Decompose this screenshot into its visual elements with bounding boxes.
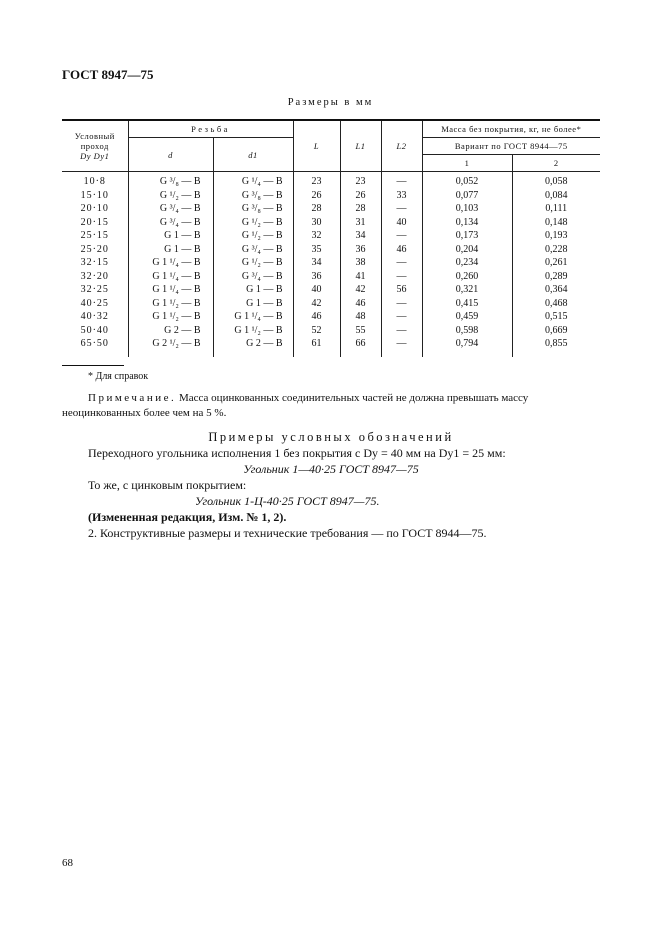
table-row — [62, 337, 600, 357]
cell-thread-d: G 1 ¹/₂ — B — [128, 297, 213, 311]
cell-mass-v2: 0,855 — [512, 337, 600, 357]
table-row — [62, 216, 600, 230]
cell-thread-d: G 1 — B — [128, 243, 213, 257]
cell-mass-v2: 0,468 — [512, 297, 600, 311]
cell-mass-v2: 0,364 — [512, 283, 600, 297]
clause-2: 2. Конструктивные размеры и технические требования — по ГОСТ 8944—75. — [88, 525, 487, 540]
cell-thread-d: G 2 — B — [128, 324, 213, 338]
cell-mass-v2: 0,228 — [512, 243, 600, 257]
example-1-code: Угольник 1—40·25 ГОСТ 8947—75 — [243, 461, 419, 476]
page-number: 68 — [62, 857, 73, 869]
table-row — [62, 324, 600, 338]
cell-thread-d1: G ¹/₂ — B — [213, 229, 293, 243]
document-body — [62, 119, 600, 541]
cell-mass-v1: 0,459 — [422, 310, 512, 324]
header-L: L — [293, 120, 340, 172]
cell-L1: 26 — [340, 189, 381, 203]
cell-bore: 32·15 — [62, 256, 128, 270]
cell-L: 36 — [293, 270, 340, 284]
cell-mass-v2: 0,058 — [512, 172, 600, 189]
cell-mass-v2: 0,515 — [512, 310, 600, 324]
cell-L1: 42 — [340, 283, 381, 297]
cell-thread-d: G 1 ¹/₄ — B — [128, 283, 213, 297]
example-2-text: То же, с цинковым покрытием: — [88, 477, 247, 492]
header-d: d — [128, 138, 213, 172]
cell-thread-d1: G ³/₈ — B — [213, 202, 293, 216]
cell-thread-d1: G 1 ¹/₂ — B — [213, 324, 293, 338]
cell-mass-v1: 0,415 — [422, 297, 512, 311]
cell-L2: — — [381, 297, 422, 311]
cell-L: 23 — [293, 172, 340, 189]
cell-L1: 28 — [340, 202, 381, 216]
cell-L: 28 — [293, 202, 340, 216]
cell-bore: 15·10 — [62, 189, 128, 203]
header-variant-1: 1 — [422, 155, 512, 172]
cell-thread-d: G ³/₄ — B — [128, 216, 213, 230]
cell-mass-v1: 0,077 — [422, 189, 512, 203]
header-thread: Резьба — [128, 120, 293, 138]
cell-thread-d: G 2 ¹/₂ — B — [128, 337, 213, 357]
cell-L2: 56 — [381, 283, 422, 297]
cell-bore: 32·25 — [62, 283, 128, 297]
cell-mass-v1: 0,260 — [422, 270, 512, 284]
header-mass: Масса без покрытия, кг, не более* — [422, 120, 600, 138]
cell-thread-d: G 1 ¹/₄ — B — [128, 256, 213, 270]
cell-mass-v1: 0,234 — [422, 256, 512, 270]
dimensions-table — [62, 119, 600, 357]
cell-mass-v1: 0,321 — [422, 283, 512, 297]
cell-bore: 40·25 — [62, 297, 128, 311]
header-L2: L2 — [381, 120, 422, 172]
cell-mass-v1: 0,134 — [422, 216, 512, 230]
cell-L2: — — [381, 202, 422, 216]
header-variant: Вариант по ГОСТ 8944—75 — [422, 138, 600, 155]
cell-L: 34 — [293, 256, 340, 270]
cell-L: 35 — [293, 243, 340, 257]
cell-L2: 46 — [381, 243, 422, 257]
cell-mass-v1: 0,052 — [422, 172, 512, 189]
header-L1: L1 — [340, 120, 381, 172]
cell-L1: 48 — [340, 310, 381, 324]
footnote: * Для справок — [88, 370, 149, 382]
table-row — [62, 256, 600, 270]
cell-thread-d1: G ¹/₂ — B — [213, 256, 293, 270]
cell-L1: 31 — [340, 216, 381, 230]
cell-L1: 55 — [340, 324, 381, 338]
cell-mass-v2: 0,669 — [512, 324, 600, 338]
example-2-code: Угольник 1-Ц-40·25 ГОСТ 8947—75. — [195, 493, 380, 508]
cell-mass-v2: 0,111 — [512, 202, 600, 216]
table-row — [62, 189, 600, 203]
table-row — [62, 310, 600, 324]
cell-L2: — — [381, 270, 422, 284]
cell-thread-d1: G 1 ¹/₄ — B — [213, 310, 293, 324]
cell-thread-d: G ¹/₂ — B — [128, 189, 213, 203]
document-header: ГОСТ 8947—75 — [62, 67, 154, 82]
cell-L: 32 — [293, 229, 340, 243]
cell-L: 26 — [293, 189, 340, 203]
cell-thread-d1: G ³/₈ — B — [213, 189, 293, 203]
cell-bore: 40·32 — [62, 310, 128, 324]
cell-L1: 23 — [340, 172, 381, 189]
units-caption: Размеры в мм — [287, 97, 374, 108]
cell-L: 42 — [293, 297, 340, 311]
cell-L: 46 — [293, 310, 340, 324]
cell-L1: 38 — [340, 256, 381, 270]
cell-bore: 32·20 — [62, 270, 128, 284]
cell-thread-d1: G ¹/₂ — B — [213, 216, 293, 230]
cell-thread-d: G 1 ¹/₂ — B — [128, 310, 213, 324]
cell-bore: 50·40 — [62, 324, 128, 338]
cell-bore: 20·15 — [62, 216, 128, 230]
cell-L2: — — [381, 337, 422, 357]
cell-L: 30 — [293, 216, 340, 230]
cell-L2: — — [381, 172, 422, 189]
cell-mass-v2: 0,193 — [512, 229, 600, 243]
cell-thread-d1: G 1 — B — [213, 297, 293, 311]
cell-L1: 34 — [340, 229, 381, 243]
cell-L2: — — [381, 229, 422, 243]
cell-thread-d: G ³/₈ — B — [128, 172, 213, 189]
cell-bore: 65·50 — [62, 337, 128, 357]
cell-L: 52 — [293, 324, 340, 338]
table-row — [62, 297, 600, 311]
cell-bore: 25·15 — [62, 229, 128, 243]
cell-L1: 66 — [340, 337, 381, 357]
cell-L1: 36 — [340, 243, 381, 257]
cell-thread-d: G 1 ¹/₄ — B — [128, 270, 213, 284]
cell-thread-d1: G 2 — B — [213, 337, 293, 357]
cell-L2: — — [381, 256, 422, 270]
cell-L2: — — [381, 310, 422, 324]
examples-title: Примеры условных обозначений — [208, 429, 454, 444]
cell-L2: — — [381, 324, 422, 338]
cell-mass-v1: 0,794 — [422, 337, 512, 357]
table-row — [62, 202, 600, 216]
cell-L2: 33 — [381, 189, 422, 203]
cell-L: 40 — [293, 283, 340, 297]
header-bore: Условный проход Dy Dy1 — [62, 120, 128, 172]
cell-L2: 40 — [381, 216, 422, 230]
header-d1: d1 — [213, 138, 293, 172]
cell-mass-v1: 0,173 — [422, 229, 512, 243]
table-row — [62, 243, 600, 257]
cell-mass-v2: 0,084 — [512, 189, 600, 203]
cell-mass-v1: 0,204 — [422, 243, 512, 257]
cell-mass-v2: 0,148 — [512, 216, 600, 230]
cell-L1: 46 — [340, 297, 381, 311]
table-row — [62, 229, 600, 243]
table-row — [62, 172, 600, 189]
cell-L1: 41 — [340, 270, 381, 284]
cell-thread-d1: G ¹/₄ — B — [213, 172, 293, 189]
cell-thread-d1: G 1 — B — [213, 283, 293, 297]
cell-mass-v1: 0,598 — [422, 324, 512, 338]
cell-thread-d1: G ³/₄ — B — [213, 243, 293, 257]
header-variant-2: 2 — [512, 155, 600, 172]
amendment-note: (Измененная редакция, Изм. № 1, 2). — [88, 509, 287, 524]
cell-bore: 25·20 — [62, 243, 128, 257]
cell-thread-d1: G ³/₄ — B — [213, 270, 293, 284]
cell-bore: 20·10 — [62, 202, 128, 216]
example-1-text: Переходного угольника исполнения 1 без покрытия с Dy = 40 мм на Dy1 = 25 мм: — [88, 445, 506, 460]
cell-thread-d: G 1 — B — [128, 229, 213, 243]
table-row — [62, 270, 600, 284]
cell-mass-v1: 0,103 — [422, 202, 512, 216]
cell-thread-d: G ³/₄ — B — [128, 202, 213, 216]
cell-L: 61 — [293, 337, 340, 357]
cell-mass-v2: 0,289 — [512, 270, 600, 284]
footnote-divider — [62, 365, 124, 366]
cell-bore: 10·8 — [62, 172, 128, 189]
cell-mass-v2: 0,261 — [512, 256, 600, 270]
note: Примечание. Масса оцинкованных соединительных частей не должна превышать массу неоцинкованных более чем на 5 %. — [62, 391, 529, 419]
table-row — [62, 283, 600, 297]
